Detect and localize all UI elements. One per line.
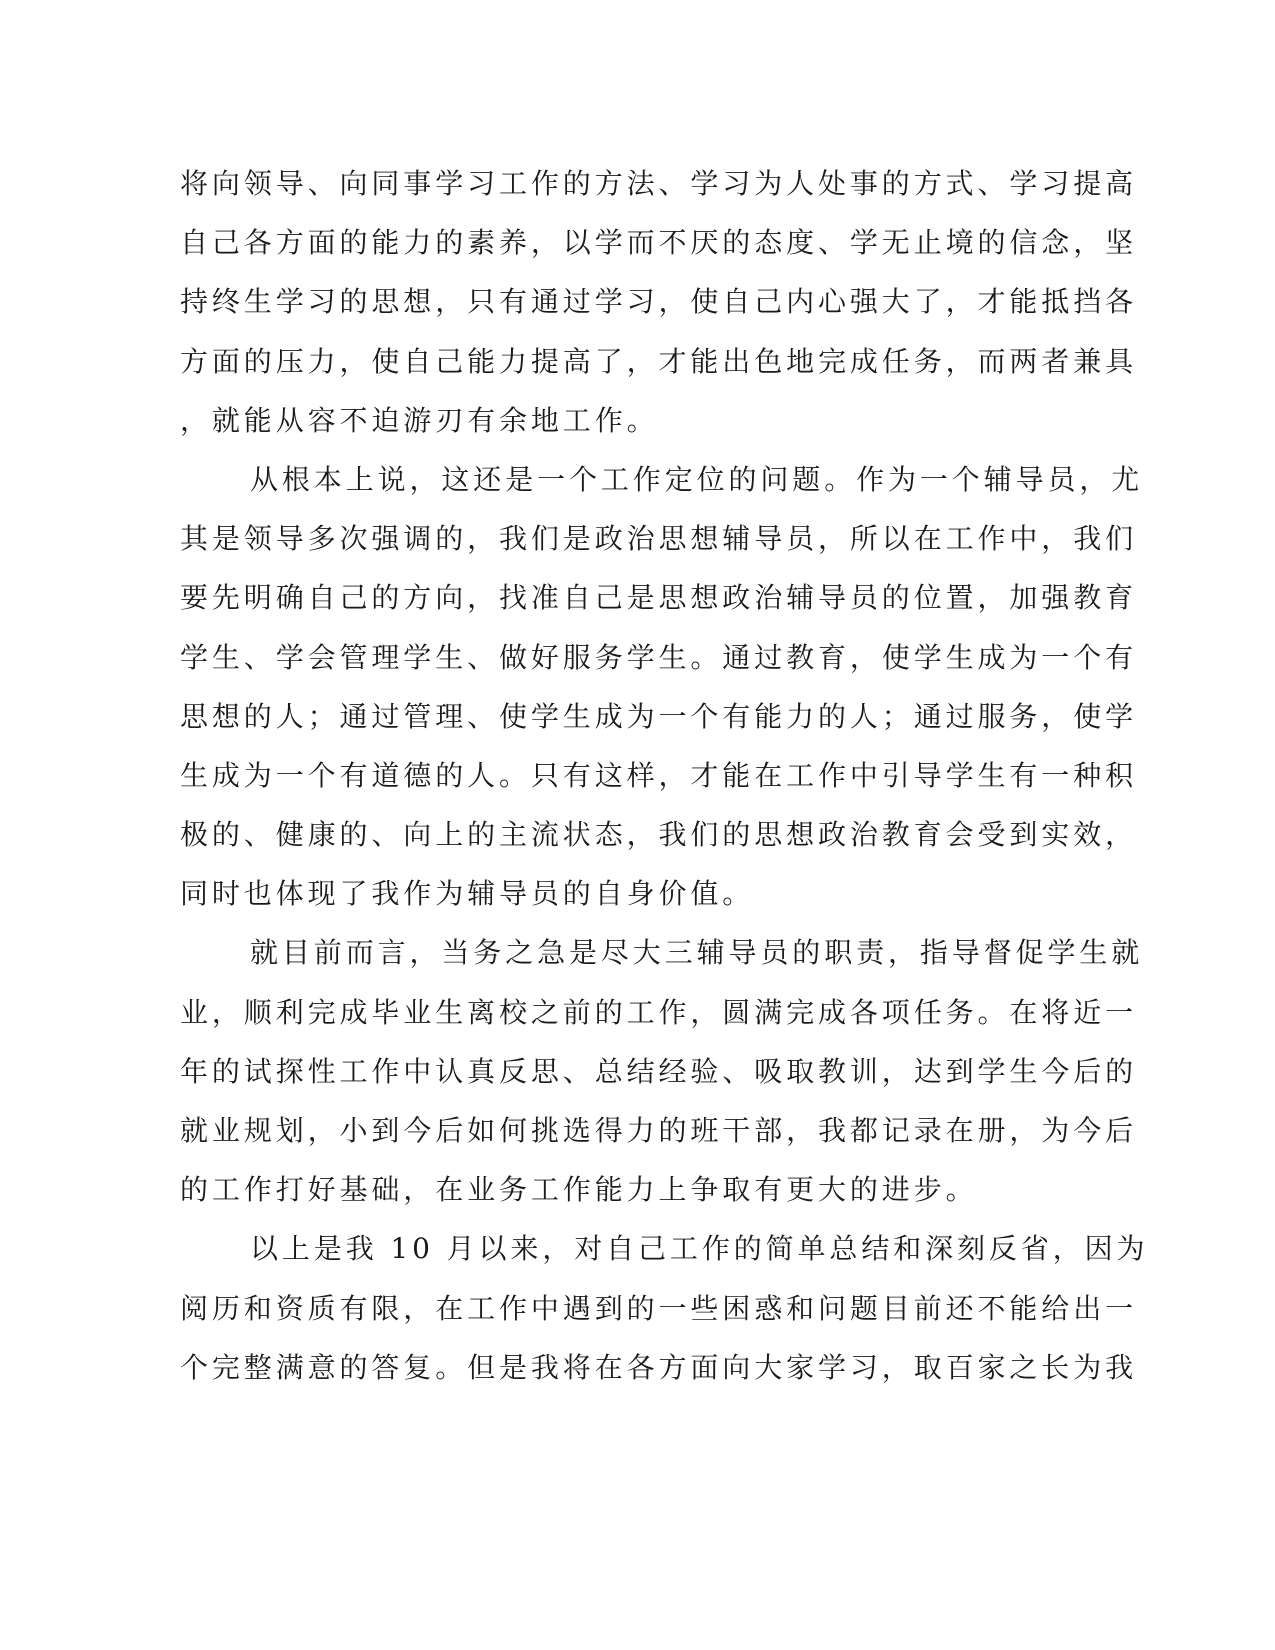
text-line: 要先明确自己的方向，找准自己是思想政治辅导员的位置，加强教育 [180, 581, 1138, 615]
text-line: 将向领导、向同事学习工作的方法、学习为人处事的方式、学习提高 [180, 167, 1138, 200]
text-line: 其是领导多次强调的，我们是政治思想辅导员，所以在工作中，我们 [180, 522, 1138, 556]
text-line: 的工作打好基础，在业务工作能力上争取有更大的进步。 [180, 1173, 978, 1207]
text-line: 个完整满意的答复。但是我将在各方面向大家学习，取百家之长为我 [180, 1350, 1138, 1384]
paragraph-first-line: 从根本上说，这还是一个工作定位的问题。作为一个辅导员，尤 [250, 462, 1144, 496]
text-line: 持终生学习的思想，只有通过学习，使自己内心强大了，才能抵挡各 [180, 285, 1138, 319]
text-line: 就业规划，小到今后如何挑选得力的班干部，我都记录在册，为今后 [180, 1114, 1138, 1147]
text-line: 同时也体现了我作为辅导员的自身价值。 [180, 877, 755, 911]
text-line: 方面的压力，使自己能力提高了，才能出色地完成任务，而两者兼具 [180, 344, 1138, 378]
text-line: 生成为一个有道德的人。只有这样，才能在工作中引导学生有一种积 [180, 758, 1138, 792]
body-text [180, 154, 1149, 1397]
paragraph-first-line: 就目前而言，当务之急是尽大三辅导员的职责，指导督促学生就 [250, 936, 1144, 970]
text-line: 年的试探性工作中认真反思、总结经验、吸取教训，达到学生今后的 [180, 1054, 1138, 1088]
text-line: 学生、学会管理学生、做好服务学生。通过教育，使学生成为一个有 [180, 640, 1138, 674]
text-line: 阅历和资质有限，在工作中遇到的一些困惑和问题目前还不能给出一 [180, 1291, 1138, 1325]
text-line: 极的、健康的、向上的主流状态，我们的思想政治教育会受到实效， [180, 818, 1138, 852]
text-line: 思想的人；通过管理、使学生成为一个有能力的人；通过服务，使学 [180, 699, 1138, 733]
text-line: ，就能从容不迫游刃有余地工作。 [180, 403, 659, 437]
text-line: 业，顺利完成毕业生离校之前的工作，圆满完成各项任务。在将近一 [180, 995, 1138, 1029]
paragraph-first-line: 以上是我 10 月以来，对自己工作的简单总结和深刻反省，因为 [250, 1232, 1149, 1266]
text-line: 自己各方面的能力的素养，以学而不厌的态度、学无止境的信念，坚 [180, 226, 1138, 260]
